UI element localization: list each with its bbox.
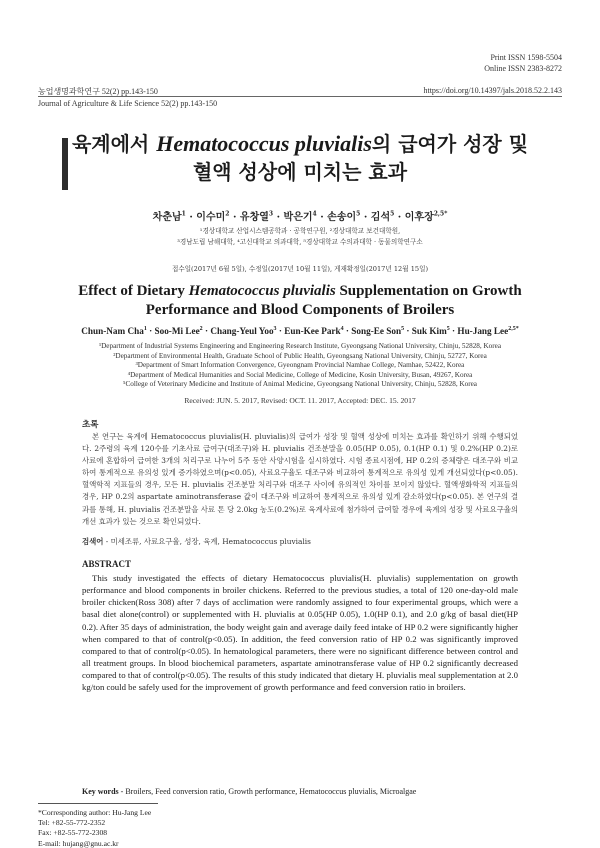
title-en [50, 282, 550, 320]
affiliation-en-line: ⁴Department of Medical Humanities and Social Medicine, College of Medicine, Kosin University, Busan, 49267, Korea [127, 370, 473, 379]
abstract-en-body: This study investigated the effects of dietary Hematococcus pluvialis(H. pluvialis) supplementation on growth performance and blood components in broiler chickens. Referred to the previous studies, a total of 120 one-day-old male broiler chicken(Ross 308) after 7 days of acclimation were randomly assigned to four experimental groups, which were a basal diet alone(control) or supplemented with H. pluvialis at 0.05(HP 0.05), 1.0(HP 0.1), and 2.0 g/kg of basal diet(HP 0.2). After 35 days of administration, the body weight gain and average daily feed intake of HP 0.2 were significantly higher when compared to that of control(p<0.05). In addition, the feed conversion ratio of HP 0.2 was significantly improved compared to that of control(p<0.05). In hematological parameters, there were no significant difference between control and all treatment groups. In blood biochemical parameters, aspartate aminotransferase value of HP 0.2 significantly decreased compared to that of control(p<0.05). The results of this study indicated that dietary H. pluvialis meal supplementation at 2.0 kg/ton could be safely used for the improvement of growth performance and feed conversion ratio in broilers. [82, 573, 518, 693]
author-en-6: Suk Kim [411, 326, 447, 337]
dates-kr: 접수일(2017년 6월 5일), 수정일(2017년 10월 11일), 게재확정일(2017년 12월 15일) [171, 265, 429, 273]
abstract-kr-heading: 초록 [82, 420, 99, 430]
author-kr-7: 이후장 [404, 212, 434, 223]
footnote-divider [38, 803, 158, 804]
keywords-en-list: - Broilers, Feed conversion ratio, Growth performance, Hematococcus pluvialis, Microalgae [118, 787, 417, 796]
author-en-1-sup: 1 [143, 326, 147, 332]
author-kr-1-sup: 1 [181, 210, 186, 218]
online-issn: Online ISSN 2383-8272 [484, 64, 562, 73]
title-kr [60, 130, 540, 186]
author-en-7-sup: 2,5* [508, 326, 519, 332]
keywords-kr-list: - 미세조류, 사료요구율, 성장, 육계, Hematococcus pluvialis [103, 537, 311, 546]
author-kr-3: 유창열 [239, 212, 269, 223]
journal-citation-kr: 농업생명과학연구 52(2) pp.143-150 [38, 87, 158, 96]
author-en-2-sup: 2 [199, 326, 203, 332]
author-kr-5: 손송이 [327, 212, 357, 223]
print-issn: Print ISSN 1598-5504 [490, 53, 562, 62]
author-en-3-sup: 3 [273, 326, 277, 332]
author-kr-4-sup: 4 [312, 210, 317, 218]
fax: Fax: +82-55-772-2308 [38, 828, 108, 838]
doi-link[interactable]: https://doi.org/10.14397/jals.2018.52.2.143 [423, 86, 562, 95]
title-en-line2: Performance and Blood Components of Broilers [145, 302, 455, 318]
author-kr-6: 김석 [370, 212, 391, 223]
author-kr-1: 차춘남 [152, 212, 182, 223]
email[interactable]: E-mail: hujang@gnu.ac.kr [38, 838, 119, 848]
author-en-6-sup: 5 [446, 326, 450, 332]
author-en-3: Chang-Yeul Yoo [210, 326, 274, 337]
author-en-5: Song-Ee Son [351, 326, 402, 337]
affiliation-kr-line: ¹경상대학교 산업시스템공학과 · 공학연구원, ²경상대학교 보건대학원, [199, 227, 401, 235]
author-kr-2: 이수미 [196, 212, 226, 223]
author-en-1: Chun-Nam Cha [81, 326, 144, 337]
affiliation-en-line: ¹Department of Industrial Systems Engineering and Engineering Research Institute, Gyeongsang National University, Chinju, 52828, Korea [98, 342, 502, 350]
affiliation-en-line: ³Department of Smart Information Convergence, Gyeongnam Provincial Namhae College, Namhae, 52422, Korea [135, 361, 465, 370]
author-en-4-sup: 4 [340, 326, 344, 332]
dates-en: Received: JUN. 5. 2017, Revised: OCT. 11. 2017, Accepted: DEC. 15. 2017 [184, 396, 416, 405]
keywords-en-label: Key words [82, 787, 119, 796]
author-kr-3-sup: 3 [268, 210, 274, 218]
author-kr-4: 박은기 [283, 212, 313, 223]
title-en-species: Hematococcus pluvialis [188, 283, 336, 299]
affiliation-en-line: ⁵College of Veterinary Medicine and Institute of Animal Medicine, Gyeongsang National University, Chinju, 52828, Korea [122, 380, 477, 389]
author-en-4: Eun-Kee Park [284, 326, 341, 337]
tel: Tel: +82-55-772-2352 [38, 818, 106, 828]
author-kr-6-sup: 5 [390, 210, 395, 218]
keywords-en [82, 787, 518, 796]
affiliations-kr [40, 226, 560, 248]
corresponding-author: *Corresponding author: Hu-Jang Lee [38, 808, 152, 817]
abstract-en-heading: ABSTRACT [82, 559, 132, 569]
author-en-2: Soo-Mi Lee [154, 326, 200, 337]
authors-en: Chun-Nam Cha$^1$ · Soo-Mi Lee$^2$ · Chang-Yeul Yoo$^3$ · Eun-Kee Park$^4$ · Song-Ee Son$^5$ · Suk Kim$^5$ · Hu-Jang Lee$^{2,5*}$ [81, 326, 519, 337]
header-divider [38, 96, 562, 97]
keywords-kr [82, 536, 518, 547]
keywords-kr-label: 검색어 [82, 537, 104, 546]
title-en-part1: Effect of Dietary [78, 283, 189, 299]
title-kr-species: Hematococcus pluvialis [156, 131, 372, 156]
author-en-7: Hu-Jang Lee [457, 326, 509, 337]
authors-kr: 차춘남$^1$ · 이수미$^2$ · 유창열$^3$ · 박은기$^4$ · 손송이$^5$ · 김석$^5$ · 이후장$^{2,5*}$ [152, 210, 448, 223]
affiliation-en-line: ²Department of Environmental Health, Graduate School of Public Health, Gyeongsang National University, Chinju, 52727, Korea [113, 351, 487, 360]
corresponding-footnote [38, 808, 151, 848]
title-kr-suffix: 의 급여가 성장 및 [371, 132, 529, 156]
title-en-part2: Supplementation on Growth [335, 283, 522, 299]
affiliation-kr-line: ³경남도립 남해대학, ⁴고신대학교 의과대학, ⁵경상대학교 수의과대학 · 동물의학연구소 [177, 238, 423, 246]
title-kr-prefix: 육계에서 [71, 132, 157, 156]
journal-citation-en: Journal of Agriculture & Life Science 52(2) pp.143-150 [38, 99, 218, 108]
affiliations-en [40, 342, 560, 390]
author-kr-5-sup: 5 [356, 210, 361, 218]
title-kr-line2: 혈액 성상에 미치는 효과 [192, 160, 408, 184]
issn-block [484, 52, 562, 74]
author-kr-2-sup: 2 [225, 210, 230, 218]
author-kr-7-sup: 2,5* [433, 210, 448, 218]
abstract-kr-body: 본 연구는 육계에 Hematococcus pluvialis(H. pluvialis)의 급여가 성장 및 혈액 성상에 미치는 효과를 확인하기 위해 수행되었다. 2주령의 육계 120수를 기초사료 급여구(대조구)와 H. pluvialis 건조분말을 0.05(HP 0.05), 0.1(HP 0.1) 및 0.2%(HP 0.2)로 사료에 혼합하여 급여한 3개의 처리구로 나누어 5주 동안 사양시험을 실시하였다. 시험 종료시점에, HP 0.2의 증체량은 대조구와 비교하여 통계적으로 유의성 있게 증가하였으며(p<0.05), 사료요구율도 대조구와 비교하여 통계적으로 유의성 있게 개선되었다(p<0.05). 혈액학적 지표들의 경우, 모든 H. pluvialis 건조분말 처리구와 대조구 사이에 유의적인 차이를 보이지 않았다. 혈액생화학적 지표들의 경우, HP 0.2의 aspartate aminotransferase 값이 대조구와 비교하여 통계적으로 유의성 있게 감소하였다(p<0.05). 본 연구의 결과를 통해, H. pluvialis 건조분말을 사료 톤 당 2.0kg 농도(0.2%)로 육계사료에 첨가하여 급여할 경우에 육계의 성장 및 사료요구율의 개선 효과가 있는 것으로 확인되었다. [82, 432, 518, 526]
author-en-5-sup: 5 [401, 326, 405, 332]
